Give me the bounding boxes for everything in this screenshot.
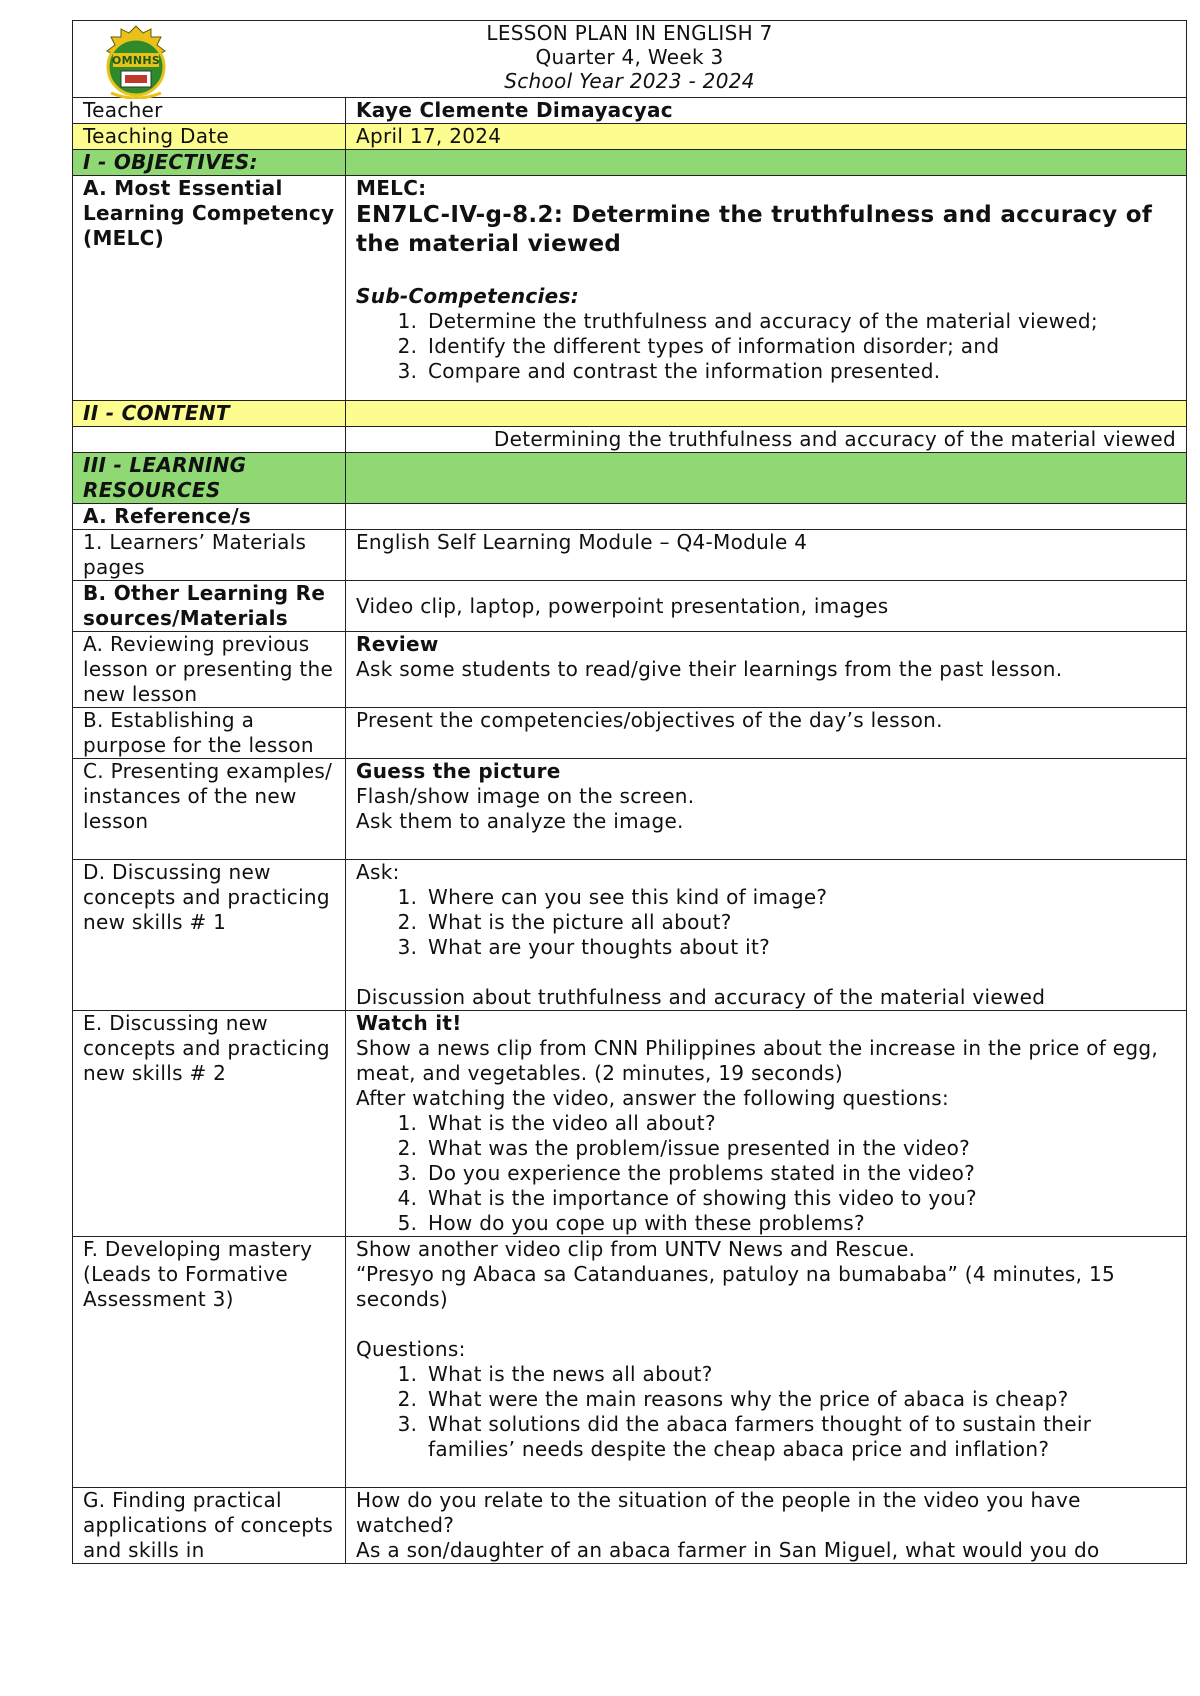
school-year: School Year 2023 - 2024 — [504, 69, 755, 93]
list-item: 2. What was the problem/issue presented in the video? — [424, 1136, 1176, 1161]
lesson-plan-page — [72, 20, 1186, 1564]
procedure-e-list — [356, 1111, 1176, 1236]
procedure-b-row — [73, 708, 1187, 759]
learners-materials-row — [73, 530, 1187, 581]
melc-title: MELC: — [356, 176, 427, 200]
teacher-row — [73, 98, 1187, 124]
list-item: 5. How do you cope up with these problems? — [424, 1211, 1176, 1236]
melc-row — [73, 176, 1187, 401]
procedure-d-row — [73, 860, 1187, 1011]
procedure-c-line: Flash/show image on the screen. — [356, 784, 695, 808]
procedure-g-row — [73, 1488, 1187, 1564]
list-item: 3. What solutions did the abaca farmers thought of to sustain their families’ needs despite the cheap abaca price and inflation? — [424, 1412, 1176, 1462]
resources-heading-blank — [346, 453, 1187, 504]
content-text: Determining the truthfulness and accuracy of the material viewed — [346, 427, 1187, 453]
procedure-b-text: Present the competencies/objectives of the day’s lesson. — [346, 708, 1187, 759]
document-title: LESSON PLAN IN ENGLISH 7 — [486, 21, 773, 45]
procedure-f-text: Show another video clip from UNTV News and Rescue. — [356, 1237, 916, 1261]
list-item: 2. What is the picture all about? — [424, 910, 1176, 935]
teacher-name: Kaye Clemente Dimayacyac — [346, 98, 1187, 124]
procedure-g-text: As a son/daughter of an abaca farmer in San Miguel, what would you do — [356, 1538, 1100, 1562]
procedure-c-title: Guess the picture — [356, 759, 561, 783]
procedure-c-line: Ask them to analyze the image. — [356, 809, 684, 833]
learners-materials-value: English Self Learning Module – Q4-Module 4 — [346, 530, 1187, 581]
content-heading: II - CONTENT — [73, 401, 346, 427]
procedure-a-cell — [346, 632, 1187, 708]
procedure-g-label: G. Finding practical applications of concepts and skills in — [73, 1488, 346, 1564]
teaching-date-row — [73, 124, 1187, 150]
resources-heading-row — [73, 453, 1187, 504]
melc-label: A. Most Essential Learning Competency (MELC) — [73, 176, 346, 401]
melc-code: EN7LC-IV-g-8.2: Determine the truthfulness and accuracy of the material viewed — [356, 202, 1153, 257]
procedure-a-label: A. Reviewing previous lesson or presenting the new lesson — [73, 632, 346, 708]
references-blank — [346, 504, 1187, 530]
list-item: 3. What are your thoughts about it? — [424, 935, 1176, 960]
references-label: A. Reference/s — [73, 504, 346, 530]
other-resources-row — [73, 581, 1187, 632]
list-item: 3. Compare and contrast the information presented. — [424, 359, 1176, 384]
content-heading-row — [73, 401, 1187, 427]
procedure-f-list — [356, 1362, 1176, 1462]
list-item: 3. Do you experience the problems stated in the video? — [424, 1161, 1176, 1186]
procedure-e-cell — [346, 1011, 1187, 1237]
content-heading-blank — [346, 401, 1187, 427]
list-item: 2. What were the main reasons why the price of abaca is cheap? — [424, 1387, 1176, 1412]
teaching-date-value: April 17, 2024 — [346, 124, 1187, 150]
other-resources-label: B. Other Learning Resources/Materials — [73, 581, 346, 632]
learners-materials-label: 1. Learners’ Materials pages — [73, 530, 346, 581]
procedure-d-outro: Discussion about truthfulness and accuracy of the material viewed — [356, 985, 1046, 1009]
logo-text: OMNHS — [111, 54, 161, 67]
procedure-f-questions-heading: Questions: — [356, 1337, 466, 1361]
list-item: 1. Where can you see this kind of image? — [424, 885, 1176, 910]
objectives-heading: I - OBJECTIVES: — [73, 150, 346, 176]
procedure-g-cell — [346, 1488, 1187, 1564]
list-item: 4. What is the importance of showing this video to you? — [424, 1186, 1176, 1211]
objectives-heading-blank — [346, 150, 1187, 176]
procedure-d-list — [356, 885, 1176, 960]
references-row — [73, 504, 1187, 530]
procedure-e-instruction: After watching the video, answer the following questions: — [356, 1086, 950, 1110]
procedure-d-label: D. Discussing new concepts and practicing new skills # 1 — [73, 860, 346, 1011]
list-item: 1. Determine the truthfulness and accuracy of the material viewed; — [424, 309, 1176, 334]
procedure-c-cell — [346, 759, 1187, 860]
procedure-a-row — [73, 632, 1187, 708]
sub-competencies-heading: Sub-Competencies: — [356, 284, 580, 308]
procedure-a-title: Review — [356, 632, 439, 656]
procedure-d-cell — [346, 860, 1187, 1011]
procedure-e-text: Show a news clip from CNN Philippines about the increase in the price of egg, meat, and vegetables. (2 minutes, 19 seconds) — [356, 1036, 1159, 1085]
lesson-plan-table — [72, 20, 1187, 1564]
procedure-e-title: Watch it! — [356, 1011, 462, 1035]
procedure-g-text: How do you relate to the situation of the people in the video you have watched? — [356, 1488, 1081, 1537]
quarter-week: Quarter 4, Week 3 — [535, 45, 724, 69]
teaching-date-label: Teaching Date — [73, 124, 346, 150]
procedure-e-row — [73, 1011, 1187, 1237]
procedure-d-intro: Ask: — [356, 860, 400, 884]
teacher-label: Teacher — [73, 98, 346, 124]
header-cell — [73, 21, 1187, 98]
content-label-blank — [73, 427, 346, 453]
procedure-f-row — [73, 1237, 1187, 1488]
procedure-f-cell — [346, 1237, 1187, 1488]
procedure-c-label: C. Presenting examples/ instances of the new lesson — [73, 759, 346, 860]
resources-heading: III - LEARNING RESOURCES — [73, 453, 346, 504]
procedure-f-label: F. Developing mastery (Leads to Formative Assessment 3) — [73, 1237, 346, 1488]
procedure-e-label: E. Discussing new concepts and practicing new skills # 2 — [73, 1011, 346, 1237]
list-item: 1. What is the video all about? — [424, 1111, 1176, 1136]
other-resources-value: Video clip, laptop, powerpoint presentation, images — [346, 581, 1187, 632]
procedure-a-text: Ask some students to read/give their learnings from the past lesson. — [356, 657, 1063, 681]
list-item: 2. Identify the different types of information disorder; and — [424, 334, 1176, 359]
objectives-heading-row — [73, 150, 1187, 176]
school-seal-logo — [99, 23, 173, 99]
procedure-f-video-title: “Presyo ng Abaca sa Catanduanes, patuloy na bumababa” (4 minutes, 15 seconds) — [356, 1262, 1116, 1311]
procedure-c-row — [73, 759, 1187, 860]
list-item: 1. What is the news all about? — [424, 1362, 1176, 1387]
header-row — [73, 21, 1187, 98]
sub-competencies-list — [356, 309, 1176, 384]
melc-cell — [346, 176, 1187, 401]
procedure-b-label: B. Establishing a purpose for the lesson — [73, 708, 346, 759]
content-row — [73, 427, 1187, 453]
